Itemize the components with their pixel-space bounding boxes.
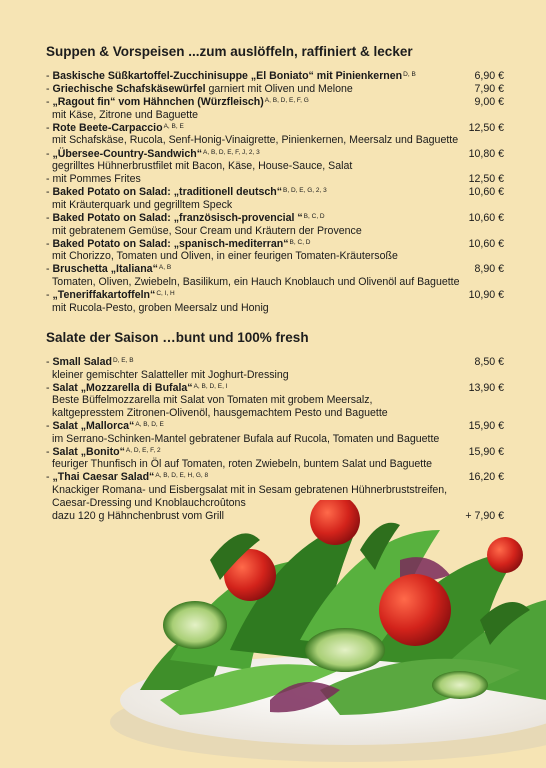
menu-item — [46, 96, 504, 121]
item-bullet: - — [46, 445, 53, 458]
item-price: 16,20 € — [468, 471, 504, 484]
soups-list — [46, 70, 504, 315]
item-bullet: - — [46, 212, 53, 225]
item-price: 13,90 € — [468, 381, 504, 394]
allergen-codes: D, B — [403, 71, 416, 78]
item-bullet: - — [46, 121, 53, 134]
item-name: Griechische Schafskäsewürfel — [52, 83, 206, 96]
menu-item — [46, 238, 504, 263]
item-description: mit Rucola-Pesto, groben Meersalz und Honig — [52, 301, 269, 314]
item-price: 7,90 € — [474, 83, 504, 96]
item-description: mit Chorizzo, Tomaten und Oliven, in einer feurigen Tomaten-Kräutersoße — [52, 250, 398, 263]
item-bullet: - — [46, 263, 53, 276]
item-price: 8,90 € — [474, 263, 504, 276]
menu-item — [46, 382, 504, 420]
item-bullet: - — [46, 419, 53, 432]
menu-item — [46, 173, 504, 186]
item-name: „Teneriffakartoffeln“ — [52, 289, 156, 302]
item-bullet: - — [46, 83, 53, 96]
item-name: Baskische Süßkartoffel-Zucchinisuppe „El Boniato“ mit Pinienkernen — [52, 70, 403, 82]
allergen-codes: A, B, E — [163, 122, 184, 130]
item-bullet: - — [46, 147, 53, 160]
item-name: „Thai Caesar Salad“ — [52, 471, 155, 484]
item-inline-desc: mit Pommes Frites — [52, 173, 141, 186]
salads-list — [46, 356, 504, 522]
menu-item — [46, 356, 504, 381]
item-description: gegrilltes Hühnerbrustfilet mit Bacon, Käse, House-Sauce, Salat — [52, 160, 353, 173]
item-name: Bruschetta „Italiana“ — [52, 263, 158, 276]
menu-item — [46, 446, 504, 471]
item-inline-desc: garniert mit Oliven und Melone — [205, 83, 353, 96]
item-description: im Serrano-Schinken-Mantel gebratener Bufala auf Rucola, Tomaten und Baguette — [52, 432, 440, 445]
item-description: Knackiger Romana- und Eisbergsalat mit in Sesam gebratenen Hühnerbruststreifen, — [52, 483, 448, 496]
item-name: Baked Potato on Salad: „französisch-provencial “ — [52, 212, 303, 225]
item-price: 12,50 € — [468, 173, 504, 186]
allergen-codes: A, D, E, F, 2 — [125, 446, 161, 454]
item-bullet: - — [46, 381, 53, 394]
item-price: 10,60 € — [468, 212, 504, 225]
menu-item — [46, 420, 504, 445]
menu-item — [46, 122, 504, 147]
item-price: 9,00 € — [474, 96, 504, 109]
menu-item — [46, 212, 504, 237]
section-title-salads: Salate der Saison …bunt und 100% fresh — [46, 330, 309, 345]
item-description-2: Caesar-Dressing und Knoblauchcroûtons — [52, 496, 246, 509]
item-bullet: - — [46, 356, 53, 368]
item-price: 10,60 € — [468, 237, 504, 250]
item-description-2: kaltgepresstem Zitronen-Olivenöl, hausgemachtem Pesto und Baguette — [52, 406, 388, 419]
extra-option — [46, 510, 504, 523]
allergen-codes: A, B, D, E, I — [193, 382, 228, 390]
extra-price: + 7,90 € — [465, 509, 504, 522]
item-name: Baked Potato on Salad: „traditionell deutsch“ — [52, 186, 283, 199]
allergen-codes: B, C, D — [289, 238, 311, 246]
allergen-codes: C, I, H — [156, 290, 175, 298]
item-price: 15,90 € — [468, 445, 504, 458]
item-name: Rote Beete-Carpaccio — [52, 121, 163, 134]
item-bullet: - — [46, 289, 53, 302]
item-name: Salat „Mallorca“ — [52, 419, 135, 432]
menu-item — [46, 289, 504, 314]
menu-item — [46, 471, 504, 509]
item-description: mit Käse, Zitrone und Baguette — [52, 108, 199, 121]
item-bullet: - — [46, 96, 53, 109]
item-description: mit gebratenem Gemüse, Sour Cream und Kräutern der Provence — [52, 224, 362, 237]
item-description: mit Schafskäse, Rucola, Senf-Honig-Vinaigrette, Pinienkernen, Meersalz und Baguette — [52, 134, 459, 147]
item-price: 10,60 € — [468, 186, 504, 199]
menu-item — [46, 186, 504, 211]
section-title-soups: Suppen & Vorspeisen ...zum auslöffeln, raffiniert & lecker — [46, 44, 413, 59]
item-description: kleiner gemischter Salatteller mit Joghurt-Dressing — [52, 368, 289, 381]
item-bullet: - — [46, 186, 53, 199]
item-price: 12,50 € — [468, 121, 504, 134]
item-price: 10,80 € — [468, 147, 504, 160]
salad-plate-image — [100, 500, 546, 768]
allergen-codes: A, B, D, E, F, J, 2, 3 — [203, 148, 260, 156]
allergen-codes: A, B, D, E, F, G — [264, 97, 309, 105]
allergen-codes: A, B — [158, 264, 172, 272]
item-bullet: - — [46, 471, 53, 484]
menu-item — [46, 83, 504, 96]
item-description: Tomaten, Oliven, Zwiebeln, Basilikum, ein Hauch Knoblauch und Olivenöl auf Baguette — [52, 276, 460, 288]
item-bullet: - — [46, 237, 53, 250]
menu-item — [46, 70, 504, 83]
item-name: Salat „Mozzarella di Bufala“ — [52, 381, 193, 394]
item-name: Small Salad — [52, 356, 112, 368]
allergen-codes: A, B, D, E, H, G, 8 — [155, 472, 209, 480]
item-description: feuriger Thunfisch in Öl auf Tomaten, roten Zwiebeln, buntem Salat und Baguette — [52, 458, 433, 471]
allergen-codes: D, E, B — [112, 357, 134, 364]
item-description: Beste Büffelmozzarella mit Salat von Tomaten mit grobem Meersalz, — [52, 394, 373, 407]
item-name: Salat „Bonito“ — [52, 445, 125, 458]
item-name: „Ragout fin“ vom Hähnchen (Würzfleisch) — [52, 96, 264, 109]
item-name: Baked Potato on Salad: „spanisch-mediterran“ — [52, 237, 289, 250]
allergen-codes: B, D, E, G, 2, 3 — [283, 187, 327, 195]
item-description: mit Kräuterquark und gegrilltem Speck — [52, 198, 233, 211]
item-name: „Übersee-Country-Sandwich“ — [52, 147, 202, 160]
allergen-codes: B, C, D — [303, 213, 325, 221]
item-price: 15,90 € — [468, 419, 504, 432]
item-bullet: - — [46, 70, 53, 82]
menu-item — [46, 148, 504, 173]
allergen-codes: A, B, D, E — [135, 420, 164, 428]
item-price: 10,90 € — [468, 289, 504, 302]
item-price: 8,50 € — [474, 356, 504, 368]
menu-item — [46, 263, 504, 288]
extra-text: dazu 120 g Hähnchenbrust vom Grill — [52, 509, 224, 522]
item-bullet: - — [46, 173, 53, 186]
item-price: 6,90 € — [474, 70, 504, 82]
